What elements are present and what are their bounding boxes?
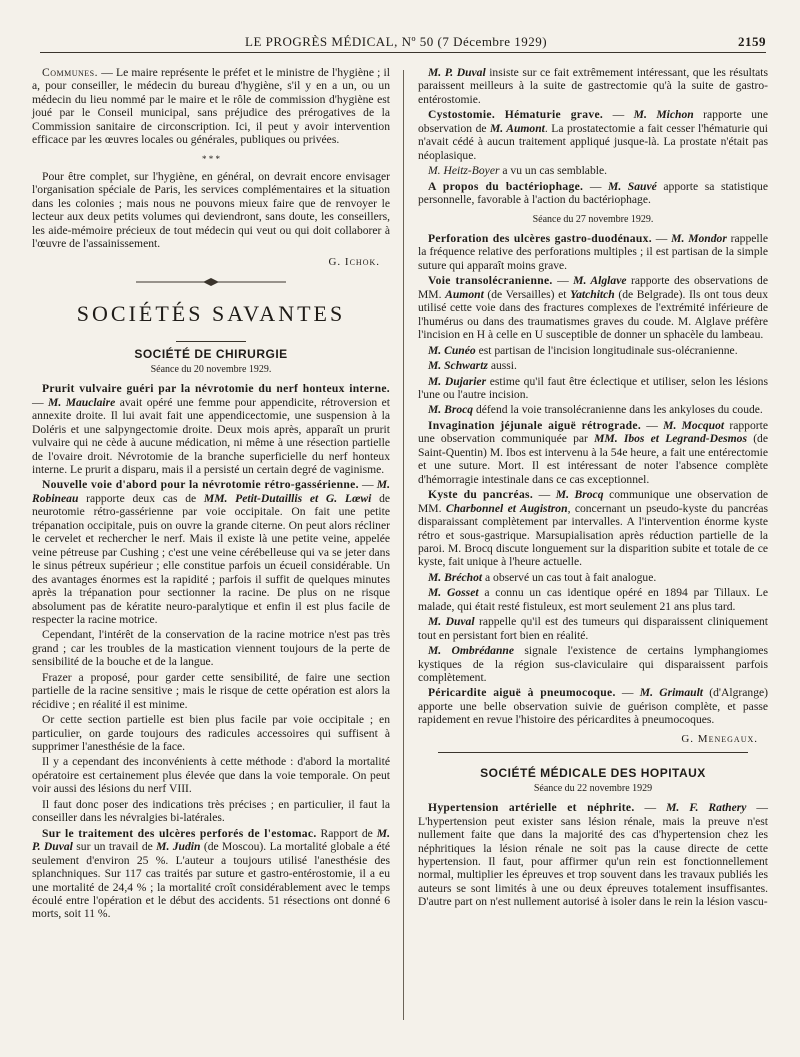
peri-text: (d'Algrange) apporte une belle observation suivie de guérison complète, et passe rapidement en revue l'histoire des péricardites à pneumocoques. [418, 686, 769, 727]
cuneo-paragraph [418, 344, 768, 357]
brechot-name: M. Bréchot [428, 570, 483, 584]
column-divider [403, 70, 404, 1020]
gosset-name: M. Gosset [428, 586, 479, 600]
hyper-text: — L'hypertension peut exister sans lésion rénale, mais la preuve n'est nullement faite que dans la majorité des cas d'hypertension chez les néphritiques la lésion rénale ne soit pas la cause directe de cette hypertension. Il faut, pour affirmer qu'un rein est fonctionnellement normal, multiplier les épreuves et trop souvent dans les travaux publiés les auteurs se sont limités à une ou deux épreuves totalement insuffisantes. D'autre part on n'est nullement autorisé à isoler dans le rein la lésion vascu- [418, 801, 768, 909]
duval-text: insiste sur ce fait extrêmement intéressant, que les résultats paraissent meilleurs à la suite de gastrectomie qu'à la suite de gastro-entérostomie. [418, 66, 768, 106]
peri-lead: Péricardite aiguë à pneumocoque. [428, 686, 616, 700]
peri-paragraph: Péricardite aiguë à pneumocoque. — M. Grimault (d'Algrange) apporte une belle observation suivie de guérison complète, et passe rapidement en revue l'histoire des péricardites à pneumocoques. [418, 686, 769, 727]
voie-lead: Voie transolécranienne. [428, 274, 553, 288]
sur-paragraph [32, 827, 390, 921]
perfo-name: M. Mondor [671, 231, 727, 245]
dujarier-name: M. Dujarier [428, 374, 487, 388]
nouvelle-lead: Nouvelle voie d'abord pour la névrotomie rétro-gassérienne. [42, 478, 359, 492]
right-column [418, 66, 768, 911]
cependant-paragraph: Cependant, l'intérêt de la conservation de la racine motrice n'est pas très grand ; car les troubles de la mastication viennent toujours de la perte de sensibilité de la bouche et de la langue. [32, 628, 390, 669]
schwartz-paragraph [418, 359, 768, 372]
voie-name2: Aumont [445, 287, 484, 301]
sur-rapport: Rapport de [316, 826, 377, 840]
heitz-paragraph [418, 164, 768, 177]
bacterio-text: apporte sa statistique personnelle, favorable à l'action du bactériophage. [418, 179, 769, 207]
sur-name2: M. Judin [156, 840, 201, 854]
duval2-text: rappelle qu'il est des tumeurs qui disparaissent cliniquement tout en persistant fort bien en réalité. [418, 615, 769, 642]
nouvelle-paragraph: Nouvelle voie d'abord pour la névrotomie rétro-gassérienne. — M. Robineau rapporte deux cas de MM. Petit-Dutaillis et G. Lœwi de neurotomie rétro-gassérienne par voie occipitale. On fait une petite trépanation occipitale, puis on ouvre la grande citerne. On peut alors récliner le cervelet et rechercher le nerf. Mais il existe là une petite veine, appelée veine pétreuse par Cushing ; c'est une veine cérébelleuse qui va se jeter dans le sinus pétreux supérieur ; elle constitue parfois un écueil considérable. Un des avantages énormes est la rapidité ; parfois il suffit de quelques minutes après la trépanation pour sectionner la racine. De plus on ne risque absolument pas de kératite neuro-paralytique et enfin il est plus facile de respecter la racine motrice. [32, 478, 391, 626]
perfo-text: rappelle la fréquence relative des perforations multiples ; il est partisan de la simple suture qui apparaît moins grave. [418, 231, 769, 272]
bacterio-paragraph: A propos du bactériophage. — M. Sauvé apporte sa statistique personnelle, favorable à l'action du bactériophage. [418, 179, 769, 207]
voie-text: (de Belgrade). Ils ont tous deux utilisé cette voie dans des fractures complexes de l'extrémité inférieure de l'humérus ou dans des traumatismes graves du coude. M. Alglave préfère l'incision en H à celle en U susceptible de donner un sphacèle du lambeau. [418, 287, 768, 342]
duval-paragraph [418, 66, 768, 106]
sur-mid: sur un travail de [72, 840, 157, 854]
cuneo-text: est partisan de l'incision longitudinale sus-olécranienne. [475, 343, 738, 357]
frazer-text: a proposé, pour garder cette sensibilité, de faire une section partielle de la racine sensitive ; mais le risque de cette opération est alors la récidive ; en réalité il est minime. [32, 670, 390, 711]
frazer-name: Frazer [42, 670, 72, 684]
cysto-name: M. Michon [633, 108, 694, 122]
invag-text: (de Saint-Quentin) M. Ibos est intervenu à la 54e heure, a fait une entérectomie et une suture. Mort. Il est intéressant de noter l'absence complète d'hémorragie intestinale dans ce cas exceptionnel. [418, 432, 768, 486]
cysto-lead: Cystostomie. Hématurie grave. [428, 108, 604, 122]
hyper-lead: Hypertension artérielle et néphrite. [428, 801, 635, 815]
section-title: SOCIÉTÉS SAVANTES [76, 301, 346, 327]
duval2-name: M. Duval [428, 615, 475, 629]
prurit-lead: Prurit vulvaire guéri par la névrotomie du nerf honteux interne. [42, 382, 390, 396]
complet-paragraph: Pour être complet, sur l'hygiène, en général, on devrait encore envisager l'organisation spéciale de Paris, les services complémentaires et la situation dans les colonies ; mais nous ne pouvons mieux faire que de renvoyer le lecteur aux deux petits volumes qui deviendront, sans doute, les conseillers, les aide-mémoire précieux de tout médecin qui veut ou qui doit collaborer à l'œuvre de l'assainissement. [32, 169, 390, 250]
ornament-divider [32, 276, 390, 289]
cuneo-name: M. Cunéo [428, 343, 476, 357]
duval-name: M. P. Duval [428, 66, 486, 79]
ombre-paragraph [418, 644, 768, 684]
brocq-text: défend la voie transolécranienne dans les ankyloses du coude. [473, 403, 763, 417]
hyper-name: M. F. Rathery [666, 801, 747, 815]
kyste-paragraph: Kyste du pancréas. — M. Brocq communique une observation de MM. Charbonnel et Augistron, concernant un pseudo-kyste du pancréas disparaissant complètement par intervalles. A l'intervention énorme kyste rétro et sous-gastrique. Marsupialisation après réduction partielle de la paroi. M. Brocq discute longuement sur la disparition subite et totale de ce kyste, fait unique à l'heure actuelle. [418, 488, 769, 569]
society-hopitaux: SOCIÉTÉ MÉDICALE DES HOPITAUX [480, 766, 706, 781]
society-rule-2 [438, 752, 748, 753]
ilfaut-paragraph: Il faut donc poser des indications très précises ; en particulier, il faut la conseiller dans les névralgies bi-latérales. [32, 797, 390, 825]
running-header [40, 34, 766, 53]
ornament-rule [136, 278, 286, 286]
signature-menegaux: G. Menegaux. [681, 732, 758, 745]
dujarier-paragraph [418, 375, 768, 402]
cysto-name2: M. Aumont [489, 121, 545, 135]
brechot-text: a observé un cas tout à fait analogue. [482, 570, 657, 584]
duval2-paragraph [418, 615, 768, 642]
cysto-paragraph: Cystostomie. Hématurie grave. — M. Michon rapporte une observation de M. Aumont. La prostatectomie a fait cesser l'hématurie qui n'avait cédé à aucun traitement appliqué jusque-là. La prostate n'était pas néoplasique. [418, 108, 768, 162]
sur-text: (de Moscou). La mortalité globale a été seulement d'environ 25 %. L'auteur a toujours utilisé l'anesthésie des splanchniques. Sur 117 cas traités par suture et gastro-entérostomie, il a eu une mortalité de 24,4 % ; la mortalité croît considérablement avec le temps écoulé entre l'opération et le début des accidents. 51 résections ont donné 6 morts, soit 11 %. [32, 840, 390, 921]
heitz-name: M. Heitz-Boyer [428, 164, 500, 178]
cysto-mid: rapporte une observation de [418, 108, 768, 135]
brocq-paragraph [418, 403, 768, 416]
invag-paragraph: Invagination jéjunale aiguë rétrograde. — M. Mocquot rapporte une observation communiquée par MM. Ibos et Legrand-Desmos (de Saint-Quentin) M. Ibos est intervenu à la 54e heure, a fait une entérectomie et une suture. Mort. Il est intéressant de noter l'absence complète d'hémorragie intestinale dans ce cas exceptionnel. [418, 418, 768, 486]
voie-mid2: (de Versailles) et [483, 287, 571, 301]
nouvelle-text: de neurotomie rétro-gassérienne par voie occipitale. On fait une petite trépanation occipitale, puis on ouvre la grande citerne. On peut alors récliner le cervelet et rechercher le nerf. Mais il existe là une petite veine, appelée veine pétreuse par Cushing ; c'est une veine cérébelleuse qui va se jeter dans le sinus pétreux supérieur ; elle constitue parfois un écueil considérable. Un des avantages énormes est la rapidité ; parfois il suffit de quelques minutes après la trépanation pour sectionner la racine. De plus on ne risque absolument pas de kératite neuro-paralytique et enfin il est plus facile de respecter la racine motrice. [32, 491, 391, 626]
sur-name1: M. P. Duval [32, 826, 390, 854]
nouvelle-mid: rapporte deux cas de [78, 491, 204, 505]
nouvelle-name: M. Robineau [32, 478, 391, 505]
perfo-lead: Perforation des ulcères gastro-duodénaux. [428, 231, 652, 245]
voie-name3: Yatchitch [570, 287, 615, 301]
nouvelle-names2: MM. Petit-Dutaillis et G. Lœwi [203, 491, 372, 505]
bacterio-lead: A propos du bactériophage. [428, 179, 584, 193]
schwartz-name: M. Schwartz [428, 359, 488, 373]
sur-lead: Sur le traitement des ulcères perforés de l'estomac. [42, 826, 317, 840]
voie-paragraph: Voie transolécranienne. — M. Alglave rapporte des observations de MM. Aumont (de Versailles) et Yatchitch (de Belgrade). Ils ont tous deux utilisé cette voie dans des fractures complexes de l'extrémité inférieure de l'humérus ou dans des traumatismes graves du coude. M. Alglave préfère l'incision en H à celle en U susceptible de donner un sphacèle du lambeau. [418, 274, 768, 342]
invag-lead: Invagination jéjunale aiguë rétrograde. [428, 418, 642, 432]
kyste-text: , concernant un pseudo-kyste du pancréas disparaissant complètement par intervalles. A l'intervention énorme kyste rétro et sous-gastrique. Marsupialisation après réduction partielle de la paroi. M. Brocq discute longuement sur la disparition subite et totale de ce kyste, fait unique à l'heure actuelle. [418, 501, 768, 569]
orcette-paragraph: Or cette section partielle est bien plus facile par voie occipitale ; en particulier, on garde toujours des radicules accessoires qui suffisent à supprimer l'anesthésie de la face. [32, 713, 390, 754]
kyste-name2: Charbonnel et Augistron [445, 501, 568, 515]
ombre-name: M. Ombrédanne [428, 644, 515, 658]
society-rule [176, 341, 246, 342]
heitz-text: a vu un cas semblable. [499, 164, 608, 178]
cysto-text: . La prostatectomie a fait cesser l'hématurie qui n'avait cédé à aucun traitement appliqué jusque-là. La prostate n'était pas néoplasique. [418, 121, 768, 162]
seance-date-3: Séance du 22 novembre 1929 [533, 782, 653, 794]
prurit-name: M. Mauclaire [48, 395, 116, 409]
kyste-lead: Kyste du pancréas. [428, 488, 534, 502]
left-column [32, 66, 390, 923]
seance-date-2: Séance du 27 novembre 1929. [532, 213, 654, 225]
invag-name2: MM. Ibos et Legrand-Desmos [594, 432, 747, 446]
communes-paragraph [32, 66, 390, 147]
perfo-paragraph: Perforation des ulcères gastro-duodénaux. — M. Mondor rappelle la fréquence relative des perforations multiples ; il est partisan de la simple suture qui apparaît moins grave. [418, 231, 769, 272]
society-chirurgie: SOCIÉTÉ DE CHIRURGIE [134, 347, 288, 362]
communes-text: — Le maire représente le préfet et le ministre de l'hygiène ; il a, pour conseiller, le médecin du bureau d'hygiène, s'il y en a un, ou un médecin du lieu nommé par le maire et le rôle de commission d'hygiène est joué par le Conseil municipal, sans préjudice des prérogatives de la Commission sanitaire de circonscription. Ici, il peut y avoir intervention efficace par les œuvres locales ou générales, publiques ou privées. [32, 66, 390, 147]
kyste-name: M. Brocq [555, 488, 604, 502]
brechot-paragraph [418, 571, 768, 584]
prurit-text: avait opéré une femme pour appendicite, rétroversion et annexite droite. Il lui avait fait une appendicectomie, une suspension à la Doléris et une salpyngectomie droite. Deux mois après, apparaît un prurit vulvaire qui ne cède à aucune médication, ni même à une résection partielle de l'ovaire droit. Névrotomie de la branche superficielle du nerf honteux interne. Le prurit a disparu, mais il a persisté un certain degré de vaginisme. [32, 395, 390, 476]
prurit-paragraph: Prurit vulvaire guéri par la névrotomie du nerf honteux interne. — M. Mauclaire avait opéré une femme pour appendicite, rétroversion et annexite droite. Il lui avait fait une appendicectomie, une suspension à la Doléris et une salpyngectomie droite. Deux mois après, apparaît un prurit vulvaire qui ne cède à aucune médication, ni même à une résection partielle de l'ovaire droit. Névrotomie de la branche superficielle du nerf honteux interne. Le prurit a disparu, mais il a persisté un certain degré de vaginisme. [32, 382, 390, 476]
signature-ichok: G. Ichok. [328, 256, 380, 269]
ombre-text: signale l'existence de certains lymphangiomes kystiques de la région sus-claviculaire qui disparaissent parfois complètement. [418, 644, 769, 685]
gosset-text: a connu un cas identique opéré en 1894 par Tillaux. Le malade, qui était resté fistuleux, est mort seulement 21 ans plus tard. [418, 586, 768, 613]
brocq-name: M. Brocq [428, 403, 474, 417]
gosset-paragraph [418, 586, 768, 613]
hyper-paragraph: Hypertension artérielle et néphrite. — M. F. Rathery — L'hypertension peut exister sans lésion rénale, mais la preuve n'est nullement faite que dans la majorité des cas d'hypertension chez les néphritiques la lésion rénale ne soit pas la cause directe de cette hypertension. Il faut, pour affirmer qu'un rein est fonctionnellement normal, multiplier les épreuves et trop souvent dans les travaux publiés les auteurs se sont limités à une ou deux épreuves totalement insuffisantes. D'autre part on n'est nullement autorisé à isoler dans le rein la lésion vascu- [418, 801, 768, 909]
voie-name: M. Alglave [573, 274, 627, 288]
kyste-mid: communique une observation de MM. [418, 488, 769, 515]
communes-lead: Communes. [42, 66, 99, 79]
peri-name: M. Grimault [639, 686, 704, 700]
invag-name: M. Mocquot [663, 418, 725, 432]
dujarier-text: estime qu'il faut être éclectique et utiliser, selon les lésions l'une ou l'autre incision. [418, 374, 768, 401]
bacterio-name: M. Sauvé [608, 179, 657, 193]
voie-mid: rapporte des observations de MM. [418, 274, 768, 301]
invag-mid: rapporte une observation communiquée par [418, 418, 768, 446]
page-number: 2159 [738, 34, 766, 49]
frazer-paragraph [32, 671, 390, 711]
seance-date: Séance du 20 novembre 1929. [150, 363, 272, 375]
schwartz-text: aussi. [487, 359, 517, 373]
running-title: LE PROGRÈS MÉDICAL, Nº 50 (7 Décembre 1929) [245, 34, 548, 49]
ilya-paragraph: Il y a cependant des inconvénients à cette méthode : d'abord la mortalité opératoire est certainement plus élevée que dans la voie temporale. On peut voir aussi des lésions du nerf VIII. [32, 755, 390, 796]
separator-stars: * * * [202, 153, 220, 164]
